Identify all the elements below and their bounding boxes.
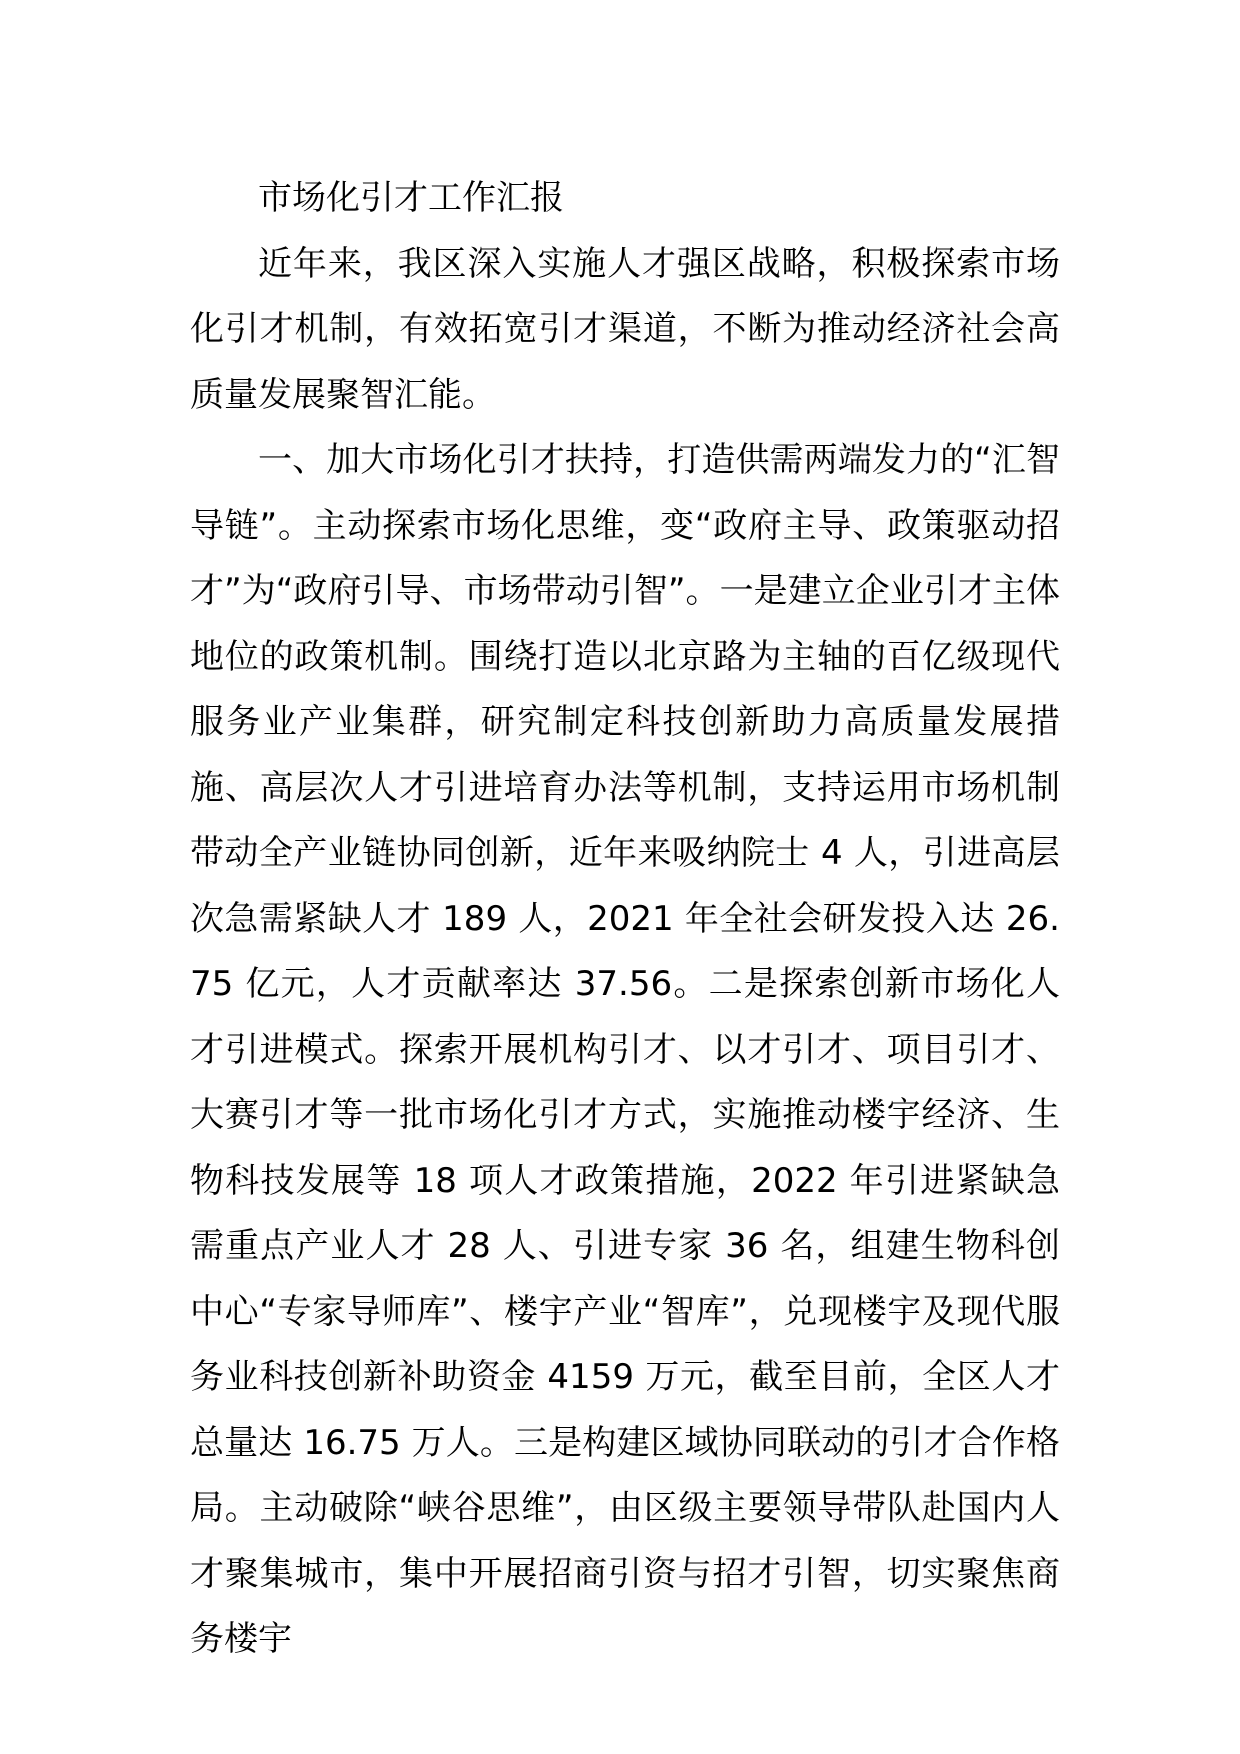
paragraph-section-one: 一、加大市场化引才扶持，打造供需两端发力的“汇智导链”。主动探索市场化思维，变“政府主导、政策驱动招才”为“政府引导、市场带动引智”。一是建立企业引才主体地位的政策机制。围绕打造以北京路为主轴的百亿级现代服务业产业集群，研究制定科技创新助力高质量发展措施、高层次人才引进培育办法等机制，支持运用市场机制带动全产业链协同创新，近年来吸纳院士 4 人，引进高层次急需紧缺人才 189 人，2021 年全社会研发投入达 26.75 亿元，人才贡献率达 37.56。二是探索创新市场化人才引进模式。探索开展机构引才、以才引才、项目引才、大赛引才等一批市场化引才方式，实施推动楼宇经济、生物科技发展等 18 项人才政策措施，2022 年引进紧缺急需重点产业人才 28 人、引进专家 36 名，组建生物科创中心“专家导师库”、楼宇产业“智库”，兑现楼宇及现代服务业科技创新补助资金 4159 万元，截至目前，全区人才总量达 16.75 万人。三是构建区域协同联动的引才合作格局。主动破除“峡谷思维”，由区级主要领导带队赴国内人才聚集城市，集中开展招商引资与招才引智，切实聚焦商务楼宇 xyxy=(190,440,1060,1659)
paragraph-intro: 近年来，我区深入实施人才强区战略，积极探索市场化引才机制，有效拓宽引才渠道，不断为推动经济社会高质量发展聚智汇能。 xyxy=(190,243,1060,415)
document-body xyxy=(190,166,1060,1673)
document-title: 市场化引才工作汇报 xyxy=(258,178,564,218)
